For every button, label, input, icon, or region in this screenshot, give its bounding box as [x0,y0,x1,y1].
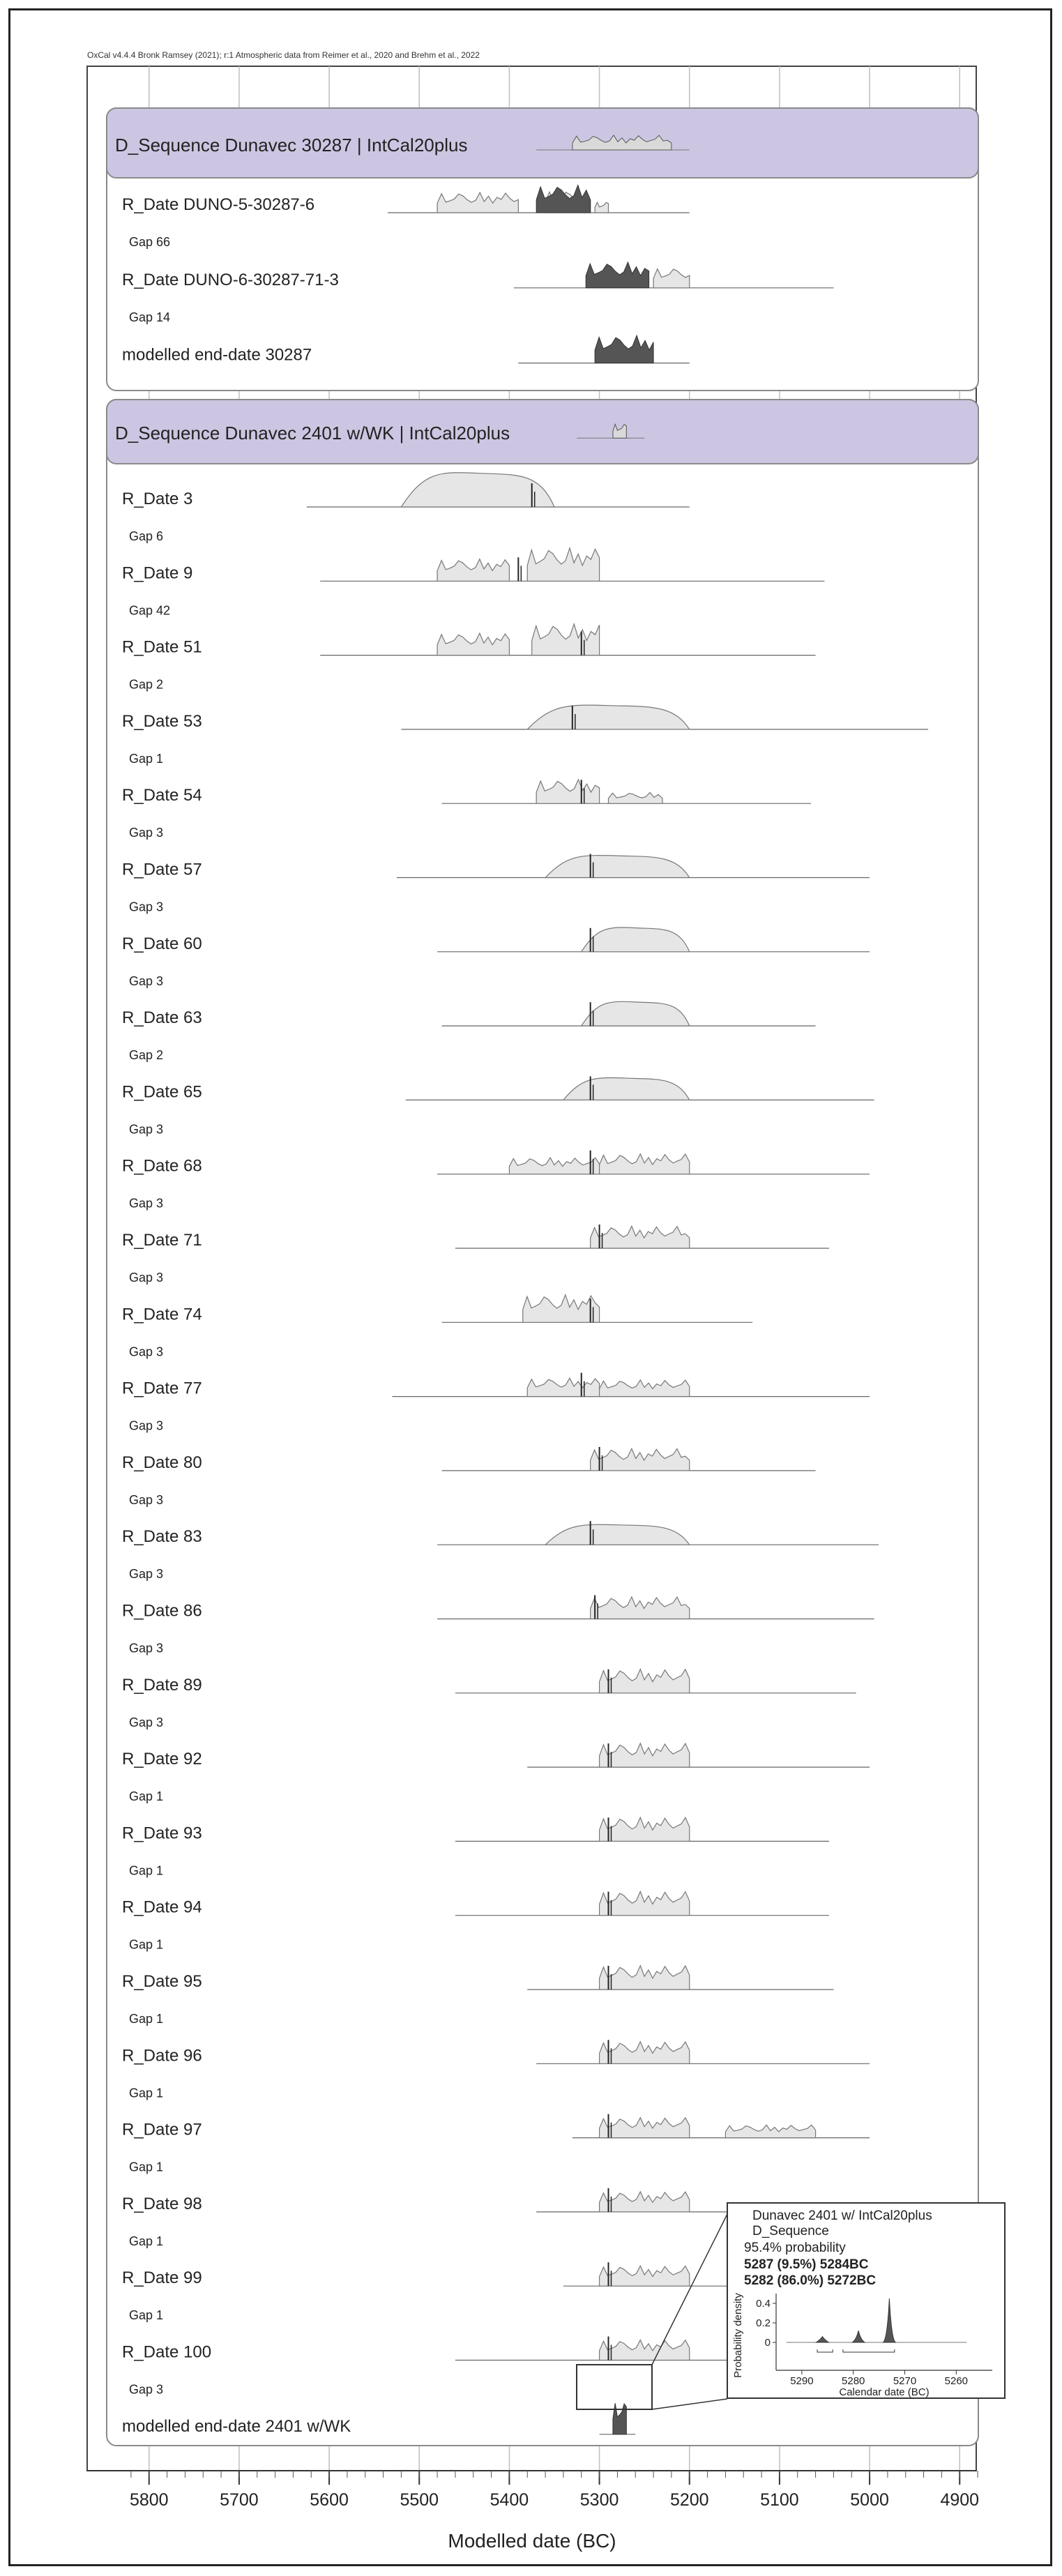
x-tick-label: 5000 [850,2490,889,2510]
x-tick-label: 5300 [579,2490,619,2510]
gap-label: Gap 3 [129,973,164,988]
row-label: R_Date 97 [122,2120,202,2139]
inset-x-tick-label: 5270 [893,2375,917,2387]
row-label: R_Date 94 [122,1897,202,1917]
inset-range: 5282 (86.0%) 5272BC [744,2273,877,2288]
row-label: R_Date 60 [122,934,202,953]
sequence-title: D_Sequence Dunavec 2401 w/WK | IntCal20plus [115,423,510,444]
inset-y-tick-label: 0.2 [756,2317,771,2329]
inset-x-tick-label: 5290 [790,2375,814,2387]
row-label: R_Date 92 [122,1750,202,1769]
sequence-panels [107,108,978,2446]
row-label: R_Date 3 [122,490,193,508]
inset-y-tick-label: 0 [764,2337,771,2349]
row-label: R_Date DUNO-5-30287-6 [122,195,315,214]
row-label: R_Date 95 [122,1972,202,1991]
row-label: R_Date 57 [122,860,202,879]
gap-label: Gap 1 [129,2012,164,2026]
inset-range: 5287 (9.5%) 5284BC [744,2257,869,2272]
gap-label: Gap 1 [129,2160,164,2174]
gap-label: Gap 3 [129,1715,164,1729]
x-tick-label: 5200 [669,2490,709,2510]
gap-label: Gap 1 [129,751,164,766]
inset-y-label: Probability density [732,2293,744,2378]
row-label: R_Date 71 [122,1231,202,1250]
gap-label: Gap 1 [129,2308,164,2323]
gap-label: Gap 3 [129,826,164,840]
gap-label: Gap 3 [129,1196,164,1211]
gap-label: Gap 1 [129,1937,164,1952]
row-label: R_Date 65 [122,1082,202,1102]
gap-label: Gap 1 [129,2234,164,2248]
inset-y-tick-label: 0.4 [756,2298,771,2310]
gap-label: Gap 6 [129,529,164,543]
row-label: R_Date 96 [122,2046,202,2066]
gap-label: Gap 3 [129,900,164,914]
sequence-panel [107,400,978,2446]
inset-probability: 95.4% probability [744,2241,846,2255]
gap-label: Gap 3 [129,1344,164,1359]
figure-frame [8,8,1052,2566]
row-label: R_Date 54 [122,786,202,805]
row-label: R_Date 9 [122,563,193,583]
row-label: modelled end-date 30287 [122,345,312,365]
row-label: R_Date 51 [122,637,202,657]
row-label: R_Date 83 [122,1527,202,1547]
inset-subtitle: D_Sequence [752,2224,829,2238]
x-tick-label: 5800 [129,2490,169,2510]
gap-label: Gap 2 [129,1048,164,1063]
gap-label: Gap 3 [129,1641,164,1656]
gap-label: Gap 3 [129,1122,164,1137]
sequence-title: D_Sequence Dunavec 30287 | IntCal20plus [115,135,468,156]
row-label: R_Date 93 [122,1824,202,1843]
x-tick-label: 4900 [940,2490,980,2510]
row-label: R_Date 53 [122,711,202,731]
row-label: R_Date 89 [122,1675,202,1695]
row-label: R_Date 86 [122,1601,202,1621]
inset-x-label: Calendar date (BC) [839,2386,930,2398]
gap-label: Gap 14 [129,310,171,324]
inset-x-tick-label: 5260 [944,2375,969,2387]
x-tick-label: 5100 [760,2490,799,2510]
x-axis [87,2471,979,2510]
row-label: R_Date 98 [122,2194,202,2213]
x-axis-title: Modelled date (BC) [448,2530,616,2552]
row-label: modelled end-date 2401 w/WK [122,2416,351,2436]
gap-label: Gap 42 [129,603,171,618]
gap-label: Gap 1 [129,1863,164,1878]
gap-label: Gap 3 [129,1567,164,1582]
row-label: R_Date DUNO-6-30287-71-3 [122,270,339,289]
row-label: R_Date 100 [122,2342,212,2362]
x-tick-label: 5400 [490,2490,529,2510]
credit-line: OxCal v4.4.4 Bronk Ramsey (2021); r:1 Atmospheric data from Reimer et al., 2020 and Brehm et al., 2022 [87,50,480,60]
inset-title: Dunavec 2401 w/ IntCal20plus [752,2208,932,2223]
row-label: R_Date 63 [122,1008,202,1028]
inset-x-tick-label: 5280 [842,2375,865,2387]
gap-label: Gap 3 [129,1418,164,1433]
x-tick-label: 5600 [310,2490,349,2510]
row-label: R_Date 80 [122,1453,202,1472]
gap-label: Gap 66 [129,235,171,249]
gap-label: Gap 3 [129,2382,164,2397]
row-label: R_Date 99 [122,2268,202,2288]
oxcal-chart [10,10,1054,2568]
gap-label: Gap 1 [129,2086,164,2100]
gap-label: Gap 3 [129,1492,164,1507]
gap-label: Gap 1 [129,1789,164,1804]
row-label: R_Date 68 [122,1156,202,1176]
row-label: R_Date 74 [122,1305,202,1324]
gap-label: Gap 2 [129,677,164,692]
x-tick-label: 5700 [220,2490,259,2510]
x-tick-label: 5500 [400,2490,439,2510]
gap-label: Gap 3 [129,1271,164,1285]
row-label: R_Date 77 [122,1379,202,1398]
